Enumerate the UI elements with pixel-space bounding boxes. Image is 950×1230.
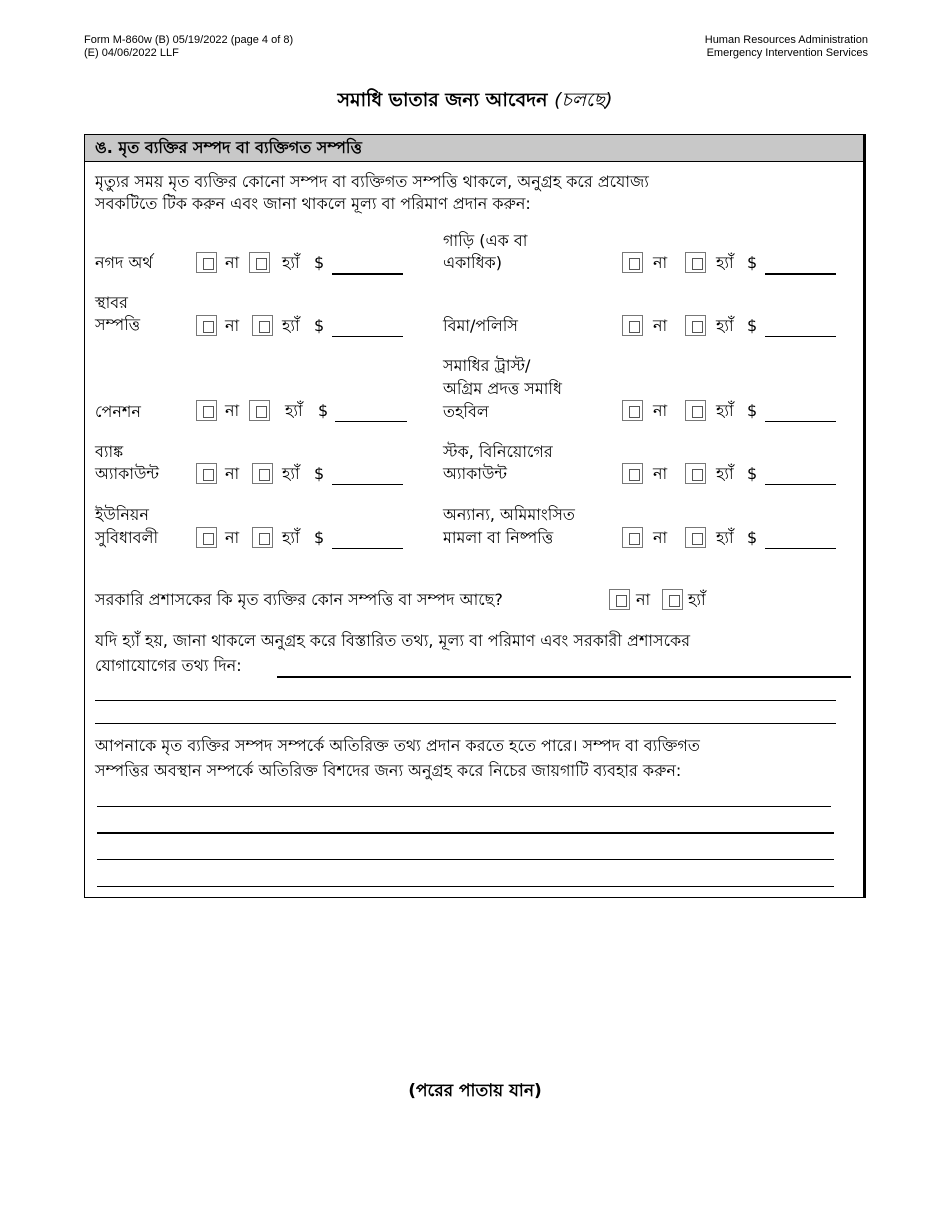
other-yes-label: হ্যাঁ (716, 528, 734, 547)
insurance-amount-field[interactable] (765, 336, 836, 337)
asset-label-real-estate-line1: স্থাবর (95, 293, 128, 312)
pension-no-checkbox[interactable] (196, 400, 217, 421)
cash-yes-checkbox[interactable] (249, 252, 270, 273)
asset-label-stocks-line2: অ্যাকাউন্ট (443, 464, 508, 483)
public-admin-yes-checkbox[interactable] (662, 589, 683, 610)
burial-trust-no-label: না (653, 401, 668, 420)
burial-trust-currency: $ (747, 401, 758, 420)
union-yes-label: হ্যাঁ (282, 528, 300, 547)
asset-label-insurance: বিমা/পলিসি (443, 316, 518, 335)
other-currency: $ (747, 528, 758, 547)
pension-no-label: না (225, 401, 240, 420)
real-estate-currency: $ (314, 316, 325, 335)
intro-text-line1: মৃত্যুর সময় মৃত ব্যক্তির কোনো সম্পদ বা ব্যক্তিগত সম্পত্তি থাকলে, অনুগ্রহ করে প্রযোজ্য (95, 172, 649, 191)
asset-label-union-line1: ইউনিয়ন (95, 505, 149, 524)
burial-trust-no-checkbox[interactable] (622, 400, 643, 421)
other-no-checkbox[interactable] (622, 527, 643, 548)
other-no-label: না (653, 528, 668, 547)
page-title (0, 86, 950, 118)
additional-info-line1: আপনাকে মৃত ব্যক্তির সম্পদ সম্পর্কে অতিরিক্ত তথ্য প্রদান করতে হতে পারে। সম্পদ বা ব্যক্তিগত (95, 736, 700, 755)
other-amount-field[interactable] (765, 548, 836, 549)
stocks-amount-field[interactable] (765, 484, 836, 485)
public-admin-details-field[interactable] (277, 676, 851, 678)
bank-no-label: না (225, 464, 240, 483)
asset-label-burial-trust-line3: তহবিল (443, 402, 489, 421)
asset-label-bank-line2: অ্যাকাউন্ট (95, 464, 160, 483)
asset-label-real-estate-line2: সম্পত্তি (95, 315, 141, 334)
agency-name: Human Resources Administration (704, 34, 868, 46)
burial-trust-yes-label: হ্যাঁ (716, 401, 734, 420)
asset-label-vehicle-line2: একাধিক) (443, 253, 502, 272)
bank-yes-checkbox[interactable] (252, 463, 273, 484)
bank-amount-field[interactable] (332, 484, 403, 485)
real-estate-no-label: না (225, 316, 240, 335)
vehicle-no-label: না (653, 253, 668, 272)
asset-label-bank-line1: ব্যাঙ্ক (95, 442, 124, 461)
asset-label-burial-trust-line1: সমাধির ট্রাস্ট/ (443, 356, 531, 375)
bank-currency: $ (314, 464, 325, 483)
intro-text-line2: সবকটিতে টিক করুন এবং জানা থাকলে মূল্য বা পরিমাণ প্রদান করুন: (95, 194, 531, 213)
vehicle-amount-field[interactable] (765, 273, 836, 275)
cash-no-label: না (225, 253, 240, 272)
vehicle-yes-label: হ্যাঁ (716, 253, 734, 272)
stocks-no-label: না (653, 464, 668, 483)
union-no-checkbox[interactable] (196, 527, 217, 548)
union-amount-field[interactable] (332, 548, 403, 549)
bank-no-checkbox[interactable] (196, 463, 217, 484)
insurance-yes-label: হ্যাঁ (716, 316, 734, 335)
public-admin-details-line2: যোগাযোগের তথ্য দিন: (95, 656, 242, 675)
insurance-currency: $ (747, 316, 758, 335)
pension-yes-label: হ্যাঁ (285, 401, 303, 420)
burial-trust-yes-checkbox[interactable] (685, 400, 706, 421)
asset-label-other-line2: মামলা বা নিষ্পত্তি (443, 528, 554, 547)
pension-amount-field[interactable] (335, 421, 407, 422)
form-number: Form M-860w (B) 05/19/2022 (page 4 of 8) (84, 34, 294, 46)
union-no-label: না (225, 528, 240, 547)
union-currency: $ (314, 528, 325, 547)
real-estate-no-checkbox[interactable] (196, 315, 217, 336)
additional-info-field-3[interactable] (97, 859, 834, 860)
asset-label-other-line1: অন্যান্য, অমিমাংসিত (443, 505, 575, 524)
cash-no-checkbox[interactable] (196, 252, 217, 273)
real-estate-amount-field[interactable] (332, 336, 403, 337)
insurance-no-checkbox[interactable] (622, 315, 643, 336)
additional-info-field-4[interactable] (97, 886, 834, 887)
public-admin-question: সরকারি প্রশাসকের কি মৃত ব্যক্তির কোন সম্পত্তি বা সম্পদ আছে? (95, 590, 503, 609)
asset-label-union-line2: সুবিধাবলী (95, 528, 159, 547)
public-admin-details-line1: যদি হ্যাঁ হয়, জানা থাকলে অনুগ্রহ করে বিস্তারিত তথ্য, মূল্য বা পরিমাণ এবং সরকারী প্রশাসকের (95, 631, 691, 650)
asset-label-stocks-line1: স্টক, বিনিয়োগের (443, 442, 553, 461)
public-admin-details-line-3[interactable] (95, 723, 836, 724)
stocks-yes-checkbox[interactable] (685, 463, 706, 484)
cash-yes-label: হ্যাঁ (282, 253, 300, 272)
public-admin-yes-label: হ্যাঁ (688, 590, 706, 609)
asset-label-cash: নগদ অর্থ (95, 253, 153, 272)
vehicle-no-checkbox[interactable] (622, 252, 643, 273)
additional-info-line2: সম্পত্তির অবস্থান সম্পর্কে অতিরিক্ত বিশদের জন্য অনুগ্রহ করে নিচের জায়গাটি ব্যবহার করুন: (95, 761, 682, 780)
stocks-yes-label: হ্যাঁ (716, 464, 734, 483)
real-estate-yes-checkbox[interactable] (252, 315, 273, 336)
assets-section (84, 134, 866, 898)
public-admin-details-line-2[interactable] (95, 700, 836, 701)
page-title-continued: (চলছে) (554, 89, 613, 111)
form-revision: (E) 04/06/2022 LLF (84, 47, 179, 59)
vehicle-currency: $ (747, 253, 758, 272)
additional-info-field-1[interactable] (97, 806, 831, 807)
pension-yes-checkbox[interactable] (249, 400, 270, 421)
public-admin-no-label: না (636, 590, 651, 609)
insurance-yes-checkbox[interactable] (685, 315, 706, 336)
union-yes-checkbox[interactable] (252, 527, 273, 548)
agency-block (705, 34, 868, 60)
stocks-no-checkbox[interactable] (622, 463, 643, 484)
page-title-main: সমাধি ভাতার জন্য আবেদন (337, 89, 548, 111)
continue-note: (পরের পাতায় যান) (408, 1081, 542, 1101)
pension-currency: $ (318, 401, 329, 420)
cash-currency: $ (314, 253, 325, 272)
bank-yes-label: হ্যাঁ (282, 464, 300, 483)
vehicle-yes-checkbox[interactable] (685, 252, 706, 273)
other-yes-checkbox[interactable] (685, 527, 706, 548)
asset-label-burial-trust-line2: অগ্রিম প্রদত্ত সমাধি (443, 379, 562, 398)
insurance-no-label: না (653, 316, 668, 335)
agency-division: Emergency Intervention Services (706, 47, 868, 59)
stocks-currency: $ (747, 464, 758, 483)
additional-info-field-2[interactable] (97, 832, 834, 834)
section-heading: ঙ. মৃত ব্যক্তির সম্পদ বা ব্যক্তিগত সম্পত্তি (85, 135, 863, 162)
cash-amount-field[interactable] (332, 273, 403, 275)
burial-trust-amount-field[interactable] (765, 421, 836, 422)
form-id-block (84, 34, 293, 60)
asset-label-pension: পেনশন (95, 402, 141, 421)
public-admin-no-checkbox[interactable] (609, 589, 630, 610)
asset-label-vehicle-line1: গাড়ি (এক বা (443, 231, 528, 250)
real-estate-yes-label: হ্যাঁ (282, 316, 300, 335)
